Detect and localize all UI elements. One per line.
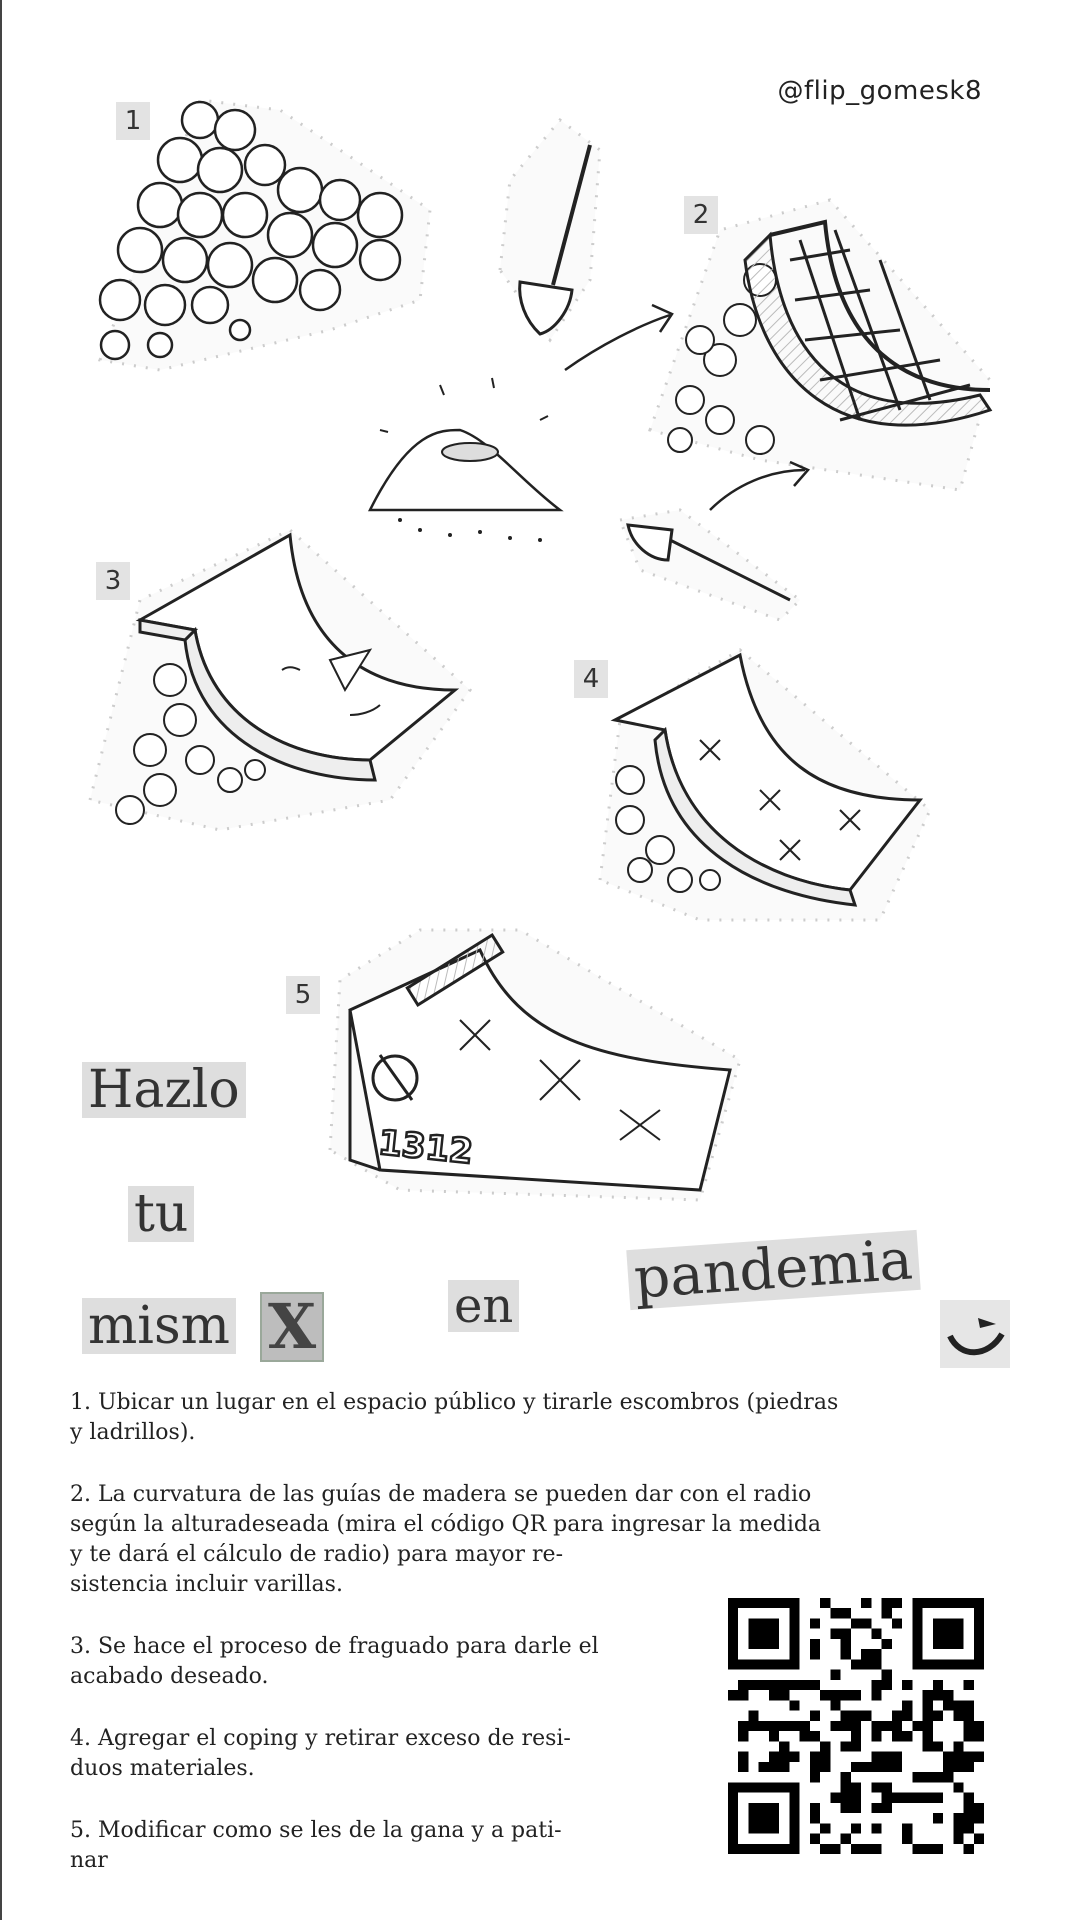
step-label-5: 5 (286, 976, 320, 1014)
rubble-pile-icon (100, 100, 430, 370)
instruction-4-line2: duos materiales. (70, 1756, 255, 1781)
author-handle: @flip_gomesk8 (777, 76, 982, 106)
smiley-icon (940, 1300, 1010, 1368)
instruction-2-line3: y te dará el cálculo de radio) para mayor re- (70, 1542, 564, 1567)
step-label-4: 4 (574, 660, 608, 698)
step-label-2: 2 (684, 196, 718, 234)
title-word-hazlo: Hazlo (82, 1062, 246, 1118)
shovel-icon (500, 120, 600, 340)
cement-mound-icon (370, 378, 560, 542)
title-word-pandemia: pandemia (626, 1230, 920, 1310)
instruction-2-line1: 2. La curvatura de las guías de madera se pueden dar con el radio (70, 1482, 812, 1507)
title-word-en: en (448, 1280, 519, 1332)
arrow-1-icon (565, 315, 670, 370)
instruction-3-line1: 3. Se hace el proceso de fraguado para darle el (70, 1634, 599, 1659)
qr-code-icon[interactable] (728, 1598, 984, 1854)
instruction-5-line2: nar (70, 1848, 108, 1873)
title-letter-x: X (260, 1292, 324, 1362)
step-label-3: 3 (96, 562, 130, 600)
instruction-2-line2: según la alturadeseada (mira el código QR para ingresar la medida (70, 1512, 822, 1537)
ramp-frame-icon (650, 200, 990, 490)
instruction-2-line4: sistencia incluir varillas. (70, 1572, 343, 1597)
arrow-2-icon (710, 470, 805, 510)
ramp-shaped-icon (90, 530, 470, 830)
instruction-1-line2: y ladrillos). (70, 1420, 196, 1445)
step-label-1: 1 (116, 102, 150, 140)
instruction-3-line2: acabado deseado. (70, 1664, 269, 1689)
instruction-4-line1: 4. Agregar el coping y retirar exceso de resi- (70, 1726, 571, 1751)
trowel-icon (620, 510, 800, 620)
title-word-mism: mism (82, 1298, 236, 1354)
ramp-finished-icon (600, 650, 930, 920)
instruction-5-line1: 5. Modificar como se les de la gana y a pati- (70, 1818, 562, 1843)
quarter-pipe-icon (330, 930, 740, 1200)
instruction-1-line1: 1. Ubicar un lugar en el espacio público y tirarle escombros (piedras (70, 1390, 839, 1415)
tag-1312: 1312 (376, 1122, 475, 1173)
title-word-tu: tu (128, 1186, 194, 1242)
